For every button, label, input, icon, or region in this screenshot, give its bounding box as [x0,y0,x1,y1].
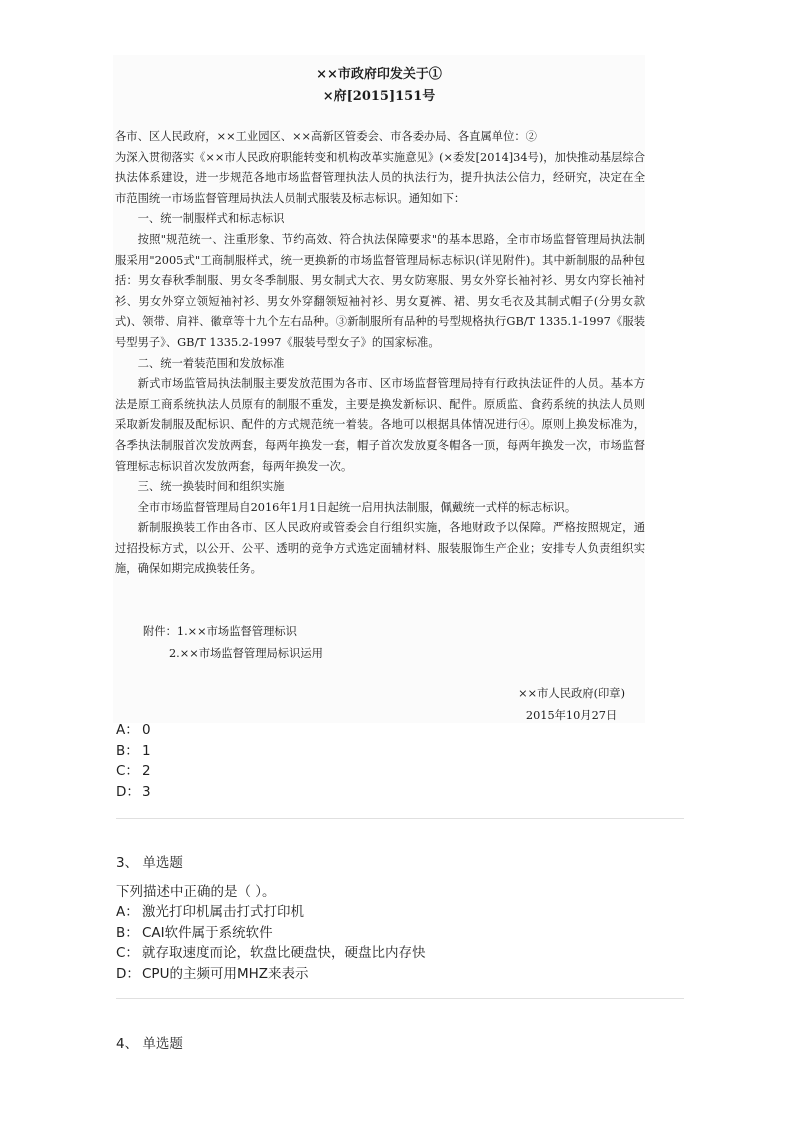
annex-list [143,621,323,665]
section-2-paragraph: 新式市场监管局执法制服主要发放范围为各市、区市场监督管理局持有行政执法证件的人员。基本方法是原工商系统执法人员原有的制服不重发，主要是换发新标识、配件。原质监、食药系统的执法人员则采取新发制服及配标识、配件的方式规范统一着装。各地可以根据具体情况进行④。原则上换发标准为，各季执法制服首次发放两套，每两年换发一套，帽子首次发放夏冬帽各一顶，每两年换发一次，市场监督管理标志标识首次发放两套，每两年换发一次。 [115,377,645,473]
section-3-paragraph-2: 新制服换装工作由各市、区人民政府或管委会自行组织实施，各地财政予以保障。严格按照规定，通过招投标方式，以公开、公平、透明的竞争方式选定面辅材料、服装服饰生产企业；安排专人负责组织实施，确保如期完成换装任务。 [115,521,645,576]
annex-item-2: 2.××市场监督管理局标识运用 [169,647,323,660]
question-3-stem: 下列描述中正确的是（ ）。 [116,883,276,900]
q2-option-c[interactable]: C： 2 [116,763,151,779]
q3-option-d[interactable]: D： CPU的主频可用MHZ来表示 [116,965,309,982]
q3-option-b[interactable]: B： CAI软件属于系统软件 [116,924,273,941]
question-3-header: 3、 单选题 [116,855,183,871]
section-heading-1: 一、统一制服样式和标志标识 [137,212,285,226]
section-3-paragraph-1: 全市市场监督管理局自2016年1月1日起统一启用执法制服，佩戴统一式样的标志标识。 [137,500,577,514]
q2-options [116,720,151,802]
section-heading-3: 三、统一换装时间和组织实施 [137,480,285,494]
section-heading-2: 二、统一着装范围和发放标准 [137,356,285,370]
annex-item-1: 附件：1.××市场监督管理标识 [143,625,297,638]
q2-option-b[interactable]: B： 1 [116,742,151,759]
document-number: ×府[2015]151号 [322,89,436,104]
sign-date: 2015年10月27日 [525,709,618,722]
addressee-line: 各市、区人民政府，××工业园区、××高新区管委会、市各委办局、各直属单位：② [115,130,537,143]
q2-option-d[interactable]: D： 3 [116,783,151,800]
divider [116,818,684,819]
q3-option-a[interactable]: A： 激光打印机属击打式打印机 [116,904,304,920]
q2-option-a[interactable]: A： 0 [116,722,151,738]
scanned-document-image [113,55,645,723]
document-title: ××市政府印发关于① [316,67,442,82]
signature-block [518,683,625,727]
question-4-header: 4、 单选题 [116,1036,183,1052]
section-1-paragraph: 按照"规范统一、注重形象、节约高效、符合执法保障要求"的基本思路，全市市场监督管理局执法制服采用"2005式"工商制服样式，统一更换新的市场监督管理局标志标识(详见附件)。其中新制服的品种包括：男女春秋季制服、男女冬季制服、男女制式大衣、男女防寒服、男女外穿长袖衬衫、男女内穿长袖衬衫、男女外穿立领短袖衬衫、男女外穿翻领短袖衬衫、男女夏裤、裙、男女毛衣及其制式帽子(分男女款式)、领带、肩袢、徽章等十九个左右品种。③新制服所有品种的号型规格执行GB/T 1335.1-1997《服装号型男子》、GB/T 1335.2-1997《服装号型女子》的国家标准。 [115,232,645,349]
question-4 [116,1034,183,1063]
intro-paragraph: 为深入贯彻落实《××市人民政府职能转变和机构改革实施意见》(×委发[2014]34号)，加快推动基层综合执法体系建设，进一步规范各地市场监督管理执法人员的执法行为，提升执法公信力，经研究，决定在全市范围统一市场监督管理局执法人员制式服装及标志标识。通知如下： [115,150,645,205]
document-body [115,127,645,580]
q3-option-c[interactable]: C： 就存取速度而论，软盘比硬盘快，硬盘比内存快 [116,945,426,961]
question-3 [116,853,426,984]
signer: ××市人民政府(印章) [518,687,625,700]
divider [116,998,684,999]
